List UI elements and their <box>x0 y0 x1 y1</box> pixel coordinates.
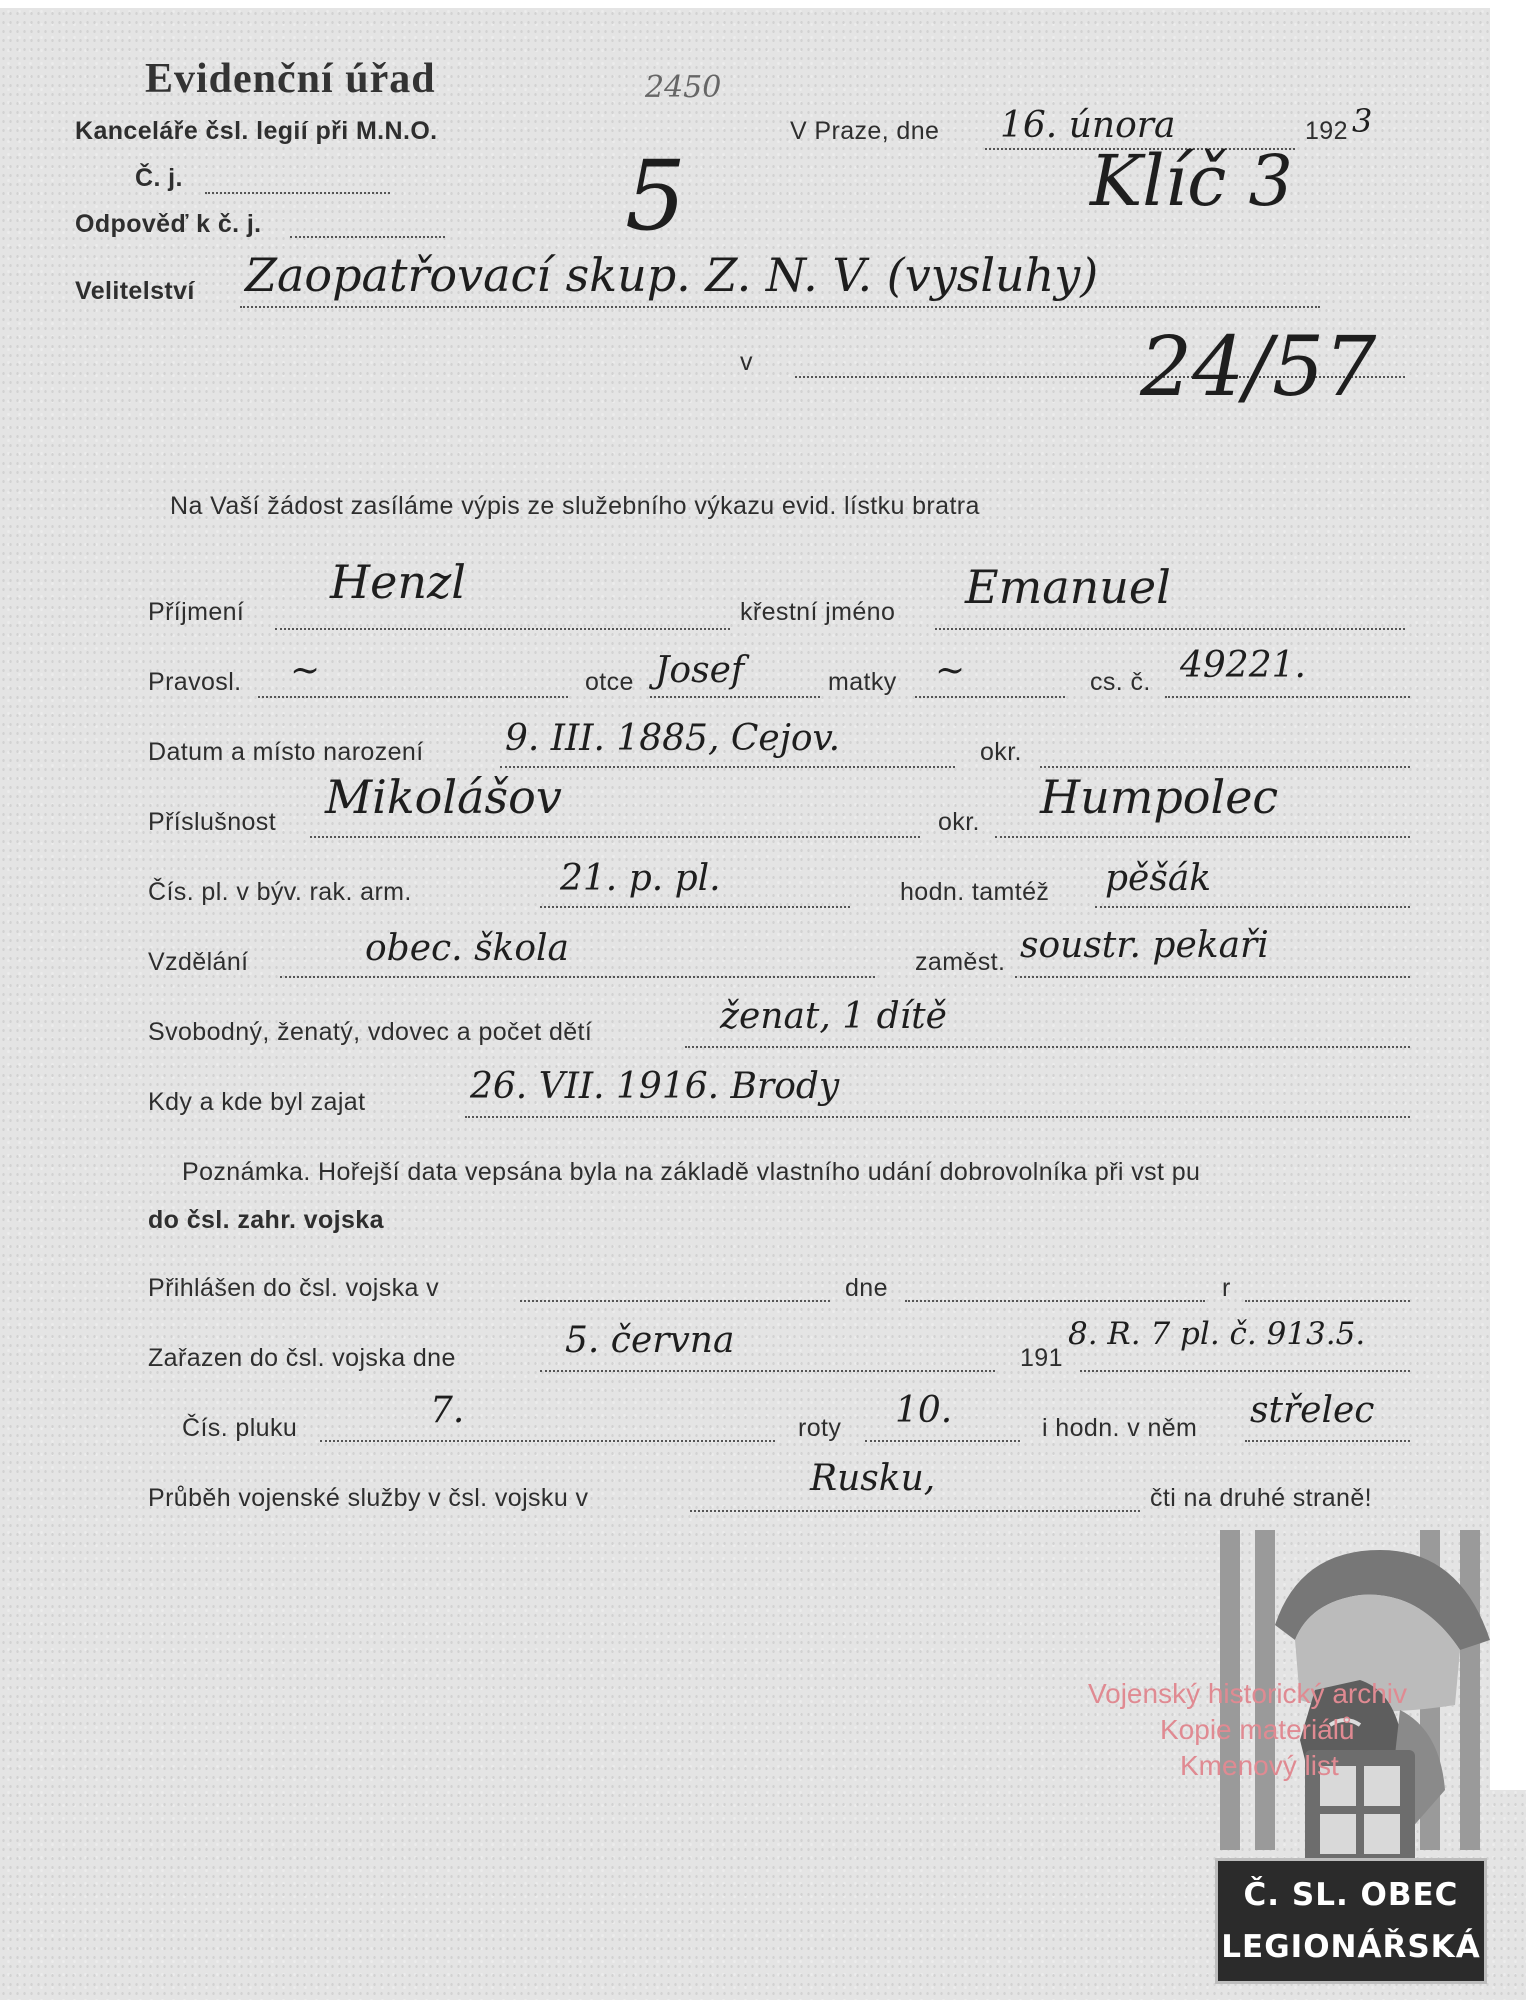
note-big-number: 5 <box>625 140 687 252</box>
assigned-handwritten: 5. června <box>565 1320 735 1361</box>
registered-day-label: dne <box>845 1274 888 1302</box>
stamp-line-2: Kopie materiálů <box>1160 1714 1355 1745</box>
stamp-line-3: Kmenový list <box>1180 1750 1339 1781</box>
religion-handwritten: ~ <box>290 650 321 691</box>
office-title: Evidenční úřad <box>145 56 436 102</box>
intro-text: Na Vaší žádost zasíláme výpis ze služebního výkazu evid. lístku bratra <box>170 492 980 520</box>
home-district-dotted-line <box>995 836 1410 838</box>
regiment-no-label: Čís. pluku <box>182 1414 298 1442</box>
rank-old-dotted-line <box>1095 906 1410 908</box>
birth-district-dotted-line <box>1040 766 1410 768</box>
command-dotted-line <box>240 306 1320 308</box>
note-line-2: do čsl. zahr. vojska <box>148 1206 384 1234</box>
place-date-label: V Praze, dne <box>790 117 940 145</box>
birth-handwritten: 9. III. 1885, Cejov. <box>505 718 841 759</box>
assigned-dotted-line <box>540 1370 995 1372</box>
religion-label: Pravosl. <box>148 668 242 696</box>
logo-line-2: LEGIONÁŘSKÁ <box>1221 1929 1481 1965</box>
cs-handwritten: 49221. <box>1180 645 1306 686</box>
home-label: Příslušnost <box>148 808 277 836</box>
captured-dotted-line <box>465 1116 1410 1118</box>
registered-day-dotted-line <box>905 1300 1205 1302</box>
regiment-no-dotted-line <box>320 1440 775 1442</box>
cs-dotted-line <box>1165 696 1410 698</box>
surname-dotted-line <box>275 628 730 630</box>
mother-handwritten: ~ <box>935 650 966 691</box>
reply-label: Odpověď k č. j. <box>75 210 262 238</box>
mother-label: matky <box>828 668 897 696</box>
assigned-label: Zařazen do čsl. vojska dne <box>148 1344 456 1372</box>
regiment-label: Čís. pl. v býv. rak. arm. <box>148 878 412 906</box>
company-dotted-line <box>865 1440 1020 1442</box>
course-label: Průběh vojenské služby v čsl. vojsku v <box>148 1484 589 1512</box>
surname-handwritten: Henzl <box>330 555 466 609</box>
ref-no-label: Č. j. <box>135 164 183 192</box>
assigned-year-dotted-line <box>1080 1370 1410 1372</box>
scan-edge-right <box>1490 0 1526 1790</box>
father-label: otce <box>585 668 634 696</box>
assigned-year-handwritten: 8. R. 7 pl. č. 913.5. <box>1068 1316 1366 1352</box>
course-dotted-line <box>690 1510 1140 1512</box>
command-label: Velitelství <box>75 277 195 305</box>
registered-label: Přihlášen do čsl. vojska v <box>148 1274 440 1302</box>
marital-handwritten: ženat, 1 dítě <box>720 996 947 1037</box>
note-reference: 24/57 <box>1140 320 1377 415</box>
year-prefix: 192 <box>1305 117 1348 145</box>
registered-r-label: r <box>1222 1274 1231 1302</box>
chancery-line: Kanceláře čsl. legií při M.N.O. <box>75 117 438 145</box>
captured-label: Kdy a kde byl zajat <box>148 1088 366 1116</box>
assigned-year-prefix: 191 <box>1020 1344 1063 1372</box>
firstname-dotted-line <box>935 628 1405 630</box>
regiment-no-handwritten: 7. <box>430 1390 465 1431</box>
home-dotted-line <box>310 836 920 838</box>
home-handwritten: Mikolášov <box>325 770 562 824</box>
registered-dotted-line <box>520 1300 830 1302</box>
company-label: roty <box>798 1414 842 1442</box>
registered-r-dotted-line <box>1245 1300 1410 1302</box>
logo-line-1: Č. SL. OBEC <box>1243 1877 1459 1913</box>
occupation-handwritten: soustr. pekaři <box>1020 925 1269 966</box>
date-handwritten: 16. února <box>1000 105 1176 146</box>
note-top-number: 2450 <box>645 70 722 105</box>
new-rank-handwritten: střelec <box>1250 1390 1375 1431</box>
marital-dotted-line <box>685 1046 1410 1048</box>
course-handwritten: Rusku, <box>810 1458 936 1499</box>
ref-no-dotted-line <box>205 192 390 194</box>
religion-dotted-line <box>258 696 568 698</box>
occupation-label: zaměst. <box>915 948 1006 976</box>
firstname-handwritten: Emanuel <box>965 560 1171 614</box>
father-handwritten: Josef <box>655 650 745 691</box>
course-suffix: čti na druhé straně! <box>1150 1484 1373 1512</box>
education-handwritten: obec. škola <box>365 928 570 969</box>
company-handwritten: 10. <box>895 1390 953 1431</box>
captured-handwritten: 26. VII. 1916. Brody <box>470 1066 840 1107</box>
command-handwritten: Zaopatřovací skup. Z. N. V. (vysluhy) <box>245 248 1099 302</box>
regiment-dotted-line <box>540 906 850 908</box>
scan-edge-top <box>0 0 1526 8</box>
home-district-handwritten: Humpolec <box>1040 770 1279 824</box>
father-dotted-line <box>650 696 820 698</box>
mother-dotted-line <box>915 696 1065 698</box>
note-klic: Klíč 3 <box>1090 140 1294 222</box>
year-digit-handwritten: 3 <box>1352 102 1373 140</box>
education-dotted-line <box>280 976 875 978</box>
birth-dotted-line <box>500 766 955 768</box>
marital-label: Svobodný, ženatý, vdovec a počet dětí <box>148 1018 593 1046</box>
surname-label: Příjmení <box>148 598 245 626</box>
note-line-1: Poznámka. Hořejší data vepsána byla na základě vlastního udání dobrovolníka při vst pu <box>182 1158 1201 1186</box>
reply-dotted-line <box>290 236 445 238</box>
new-rank-label: i hodn. v něm <box>1042 1414 1198 1442</box>
education-label: Vzdělání <box>148 948 249 976</box>
occupation-dotted-line <box>1015 976 1410 978</box>
firstname-label: křestní jméno <box>740 598 896 626</box>
regiment-handwritten: 21. p. pl. <box>560 858 721 899</box>
stamp-line-1: Vojenský historický archiv <box>1088 1678 1408 1709</box>
rank-old-handwritten: pěšák <box>1105 858 1212 899</box>
birth-district-label: okr. <box>980 738 1022 766</box>
legion-community-logo <box>1215 1858 1487 1984</box>
birth-label: Datum a místo narození <box>148 738 424 766</box>
home-district-label: okr. <box>938 808 980 836</box>
new-rank-dotted-line <box>1245 1440 1410 1442</box>
rank-old-label: hodn. tamtéž <box>900 878 1050 906</box>
v-label: v <box>740 348 753 376</box>
cs-label: cs. č. <box>1090 668 1151 696</box>
